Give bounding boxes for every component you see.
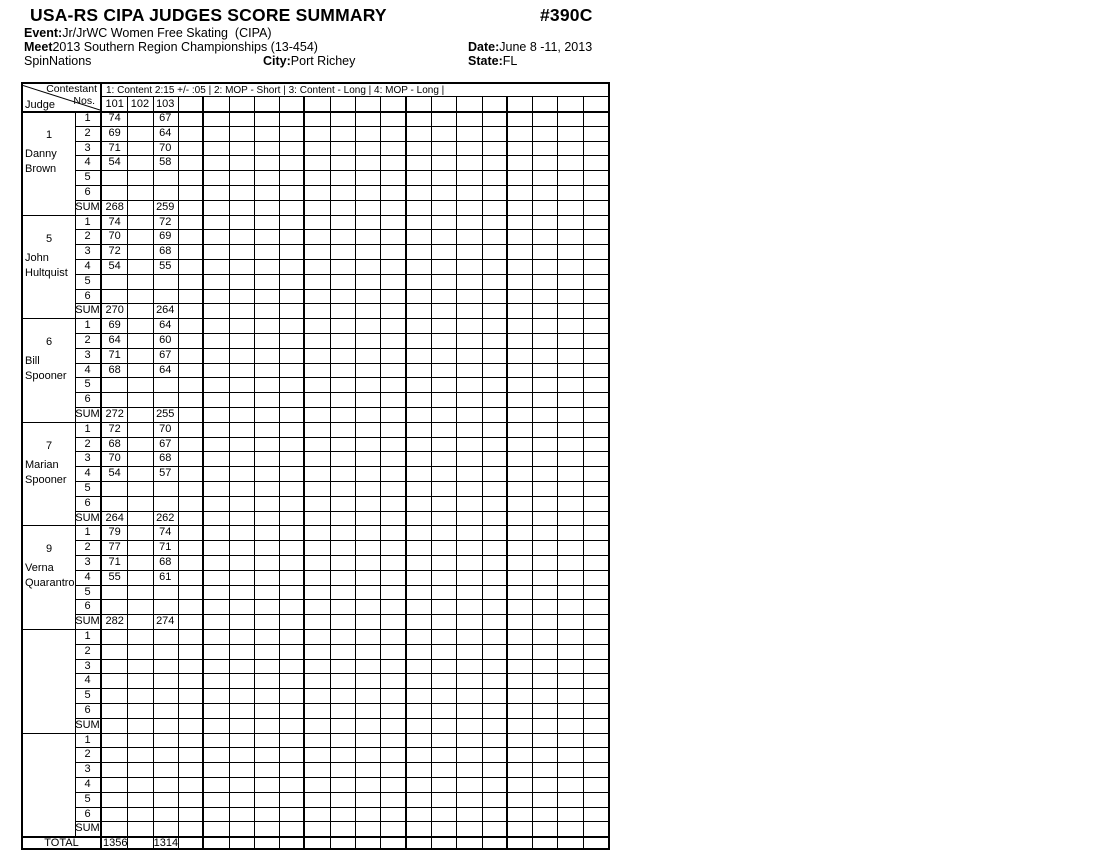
score-cell: 68 (159, 245, 172, 258)
score-cell: 74 (159, 526, 172, 539)
grid-hline (75, 496, 608, 497)
judge-number: 7 (45, 439, 53, 452)
doc-number: #390C (540, 5, 593, 25)
sum-row-label: SUM (75, 822, 100, 835)
row-label: 1 (84, 630, 91, 642)
row-label: 5 (84, 482, 91, 494)
score-table (21, 82, 610, 850)
grid-hline (75, 777, 608, 778)
score-cell: 64 (159, 363, 172, 376)
grid-hline (75, 481, 608, 482)
score-cell: 74 (108, 215, 121, 228)
score-cell: 58 (159, 156, 172, 169)
grid-vline (557, 96, 558, 848)
total-label: TOTAL (44, 837, 79, 850)
judge-name-line: Marian (25, 458, 59, 471)
row-label: 3 (84, 245, 91, 258)
grid-vline (355, 96, 356, 848)
judge-name-line: Verna (25, 562, 54, 575)
grid-hline (23, 733, 608, 734)
judge-name-line: Spooner (25, 473, 67, 486)
sum-row-label: SUM (75, 408, 100, 420)
score-cell: 72 (108, 245, 121, 258)
score-cell: 71 (108, 556, 121, 568)
score-cell: 64 (108, 334, 121, 346)
grid-hline (75, 289, 608, 290)
row-label: 6 (84, 704, 91, 716)
grid-hline (23, 629, 608, 630)
contestant-number-cell: 101 (105, 98, 124, 110)
score-cell: 72 (108, 422, 121, 435)
contestant-number-cell: 103 (156, 98, 175, 110)
row-label: 1 (84, 112, 91, 124)
corner-judge-label: Judge (25, 99, 55, 111)
meet-value: 2013 Southern Region Championships (13-454) (52, 40, 318, 54)
row-label: 4 (84, 570, 91, 583)
score-cell: 259 (156, 200, 175, 213)
grid-vline (330, 96, 331, 848)
contestant-number-cell: 102 (130, 98, 150, 110)
row-label: 6 (84, 186, 91, 198)
grid-vline-thick (405, 96, 407, 848)
sum-row-label: SUM (75, 511, 100, 524)
score-cell: 70 (159, 422, 172, 435)
sum-row-label: SUM (75, 304, 100, 317)
score-cell: 68 (108, 437, 121, 450)
score-cell: 57 (159, 467, 172, 480)
row-label: 2 (84, 437, 91, 450)
judge-name-line: Bill (25, 355, 40, 368)
score-cell: 255 (156, 408, 175, 420)
grid-hline (75, 659, 608, 660)
score-cell: 61 (159, 570, 172, 583)
row-label: 3 (84, 659, 91, 672)
score-cell: 268 (105, 200, 124, 213)
score-cell: 71 (159, 541, 172, 554)
score-cell: 64 (159, 126, 172, 139)
score-cell: 72 (159, 215, 172, 228)
grid-hline (75, 673, 608, 674)
grid-vline (127, 96, 128, 848)
judge-name-line: Hultquist (25, 266, 68, 279)
corner-nos-label: Nos. (73, 95, 95, 107)
grid-vline (279, 96, 280, 848)
corner-header-cell (23, 84, 100, 111)
score-cell: 77 (108, 541, 121, 554)
grid-vline (583, 96, 584, 848)
row-label: 5 (84, 585, 91, 598)
row-label: 1 (84, 733, 91, 746)
club-line (24, 54, 91, 68)
grid-vline-thick (303, 96, 305, 848)
event-line (24, 26, 272, 40)
grid-hline (75, 807, 608, 808)
row-label: 2 (84, 541, 91, 554)
score-cell: 70 (108, 452, 121, 465)
state-value: FL (502, 54, 518, 68)
score-cell: 69 (159, 230, 172, 243)
grid-vline-thick (202, 96, 204, 848)
row-label: 5 (84, 689, 91, 702)
row-label: 4 (84, 467, 91, 480)
score-cell: 54 (108, 467, 121, 480)
score-cell: 71 (108, 348, 121, 361)
score-cell: 69 (108, 319, 121, 332)
grid-hline (75, 274, 608, 275)
row-label: 2 (84, 126, 91, 139)
judge-name-line: Spooner (25, 370, 67, 383)
row-label: 3 (84, 348, 91, 361)
row-label: 2 (84, 644, 91, 657)
row-label: 4 (84, 363, 91, 376)
score-cell: 67 (159, 348, 172, 361)
score-cell: 274 (156, 615, 175, 628)
score-cell: 69 (108, 126, 121, 139)
row-label: 6 (84, 807, 91, 820)
grid-hline (75, 747, 608, 748)
meet-label: Meet (24, 40, 53, 54)
date-label: Date: (468, 40, 500, 54)
grid-hline (75, 703, 608, 704)
score-cell: 71 (108, 141, 121, 154)
score-cell: 54 (108, 260, 121, 272)
state-label: State: (468, 54, 503, 68)
score-cell: 67 (159, 437, 172, 450)
grid-vline (482, 96, 483, 848)
row-label: 6 (84, 496, 91, 509)
grid-vline (532, 96, 533, 848)
judge-number: 1 (45, 129, 53, 141)
score-cell: 262 (156, 511, 175, 524)
sum-row-label: SUM (75, 200, 100, 213)
score-cell: 55 (159, 260, 172, 272)
score-cell: 64 (159, 319, 172, 332)
row-label: 6 (84, 289, 91, 302)
row-label: 1 (84, 215, 91, 228)
row-label: 6 (84, 393, 91, 406)
row-label: 3 (84, 763, 91, 776)
grid-vline (178, 96, 179, 848)
score-cell: 54 (108, 156, 121, 169)
row-label: 3 (84, 141, 91, 154)
row-label: 4 (84, 260, 91, 272)
score-cell: 70 (108, 230, 121, 243)
row-label: 2 (84, 748, 91, 761)
score-cell: 55 (108, 570, 121, 583)
row-label: 1 (84, 319, 91, 332)
sum-row-label: SUM (75, 615, 100, 628)
city-line (263, 54, 355, 68)
judge-name-line: Quarantro (25, 577, 75, 590)
grid-hline (75, 821, 608, 822)
state-line (468, 54, 517, 68)
judge-number: 6 (45, 336, 53, 349)
row-label: 1 (84, 526, 91, 539)
row-label: 5 (84, 274, 91, 287)
judge-name-line: John (25, 251, 49, 264)
row-label: 4 (84, 674, 91, 687)
judge-name-line: Brown (25, 163, 57, 175)
city-label: City: (263, 54, 291, 68)
grid-hline (75, 688, 608, 689)
judge-number: 5 (45, 232, 53, 245)
score-cell: 70 (159, 141, 172, 154)
total-value-cell: 1356 (103, 837, 128, 850)
row-label: 4 (84, 156, 91, 169)
grid-hline (75, 792, 608, 793)
row-label: 4 (84, 778, 91, 790)
grid-hline (75, 377, 608, 378)
score-cell: 282 (105, 615, 124, 628)
grid-vline (431, 96, 432, 848)
grid-hline (75, 585, 608, 586)
total-value-cell: 1314 (153, 837, 179, 850)
city-value: Port Richey (290, 54, 356, 68)
club-value: SpinNations (24, 54, 92, 68)
score-cell: 60 (159, 334, 172, 346)
grid-hline (75, 170, 608, 171)
row-label: 2 (84, 334, 91, 346)
judge-number: 9 (45, 543, 53, 556)
score-cell: 272 (105, 408, 124, 420)
row-label: 5 (84, 378, 91, 391)
grid-hline (75, 392, 608, 393)
grid-hline (75, 762, 608, 763)
score-cell: 67 (159, 112, 172, 124)
event-value: Jr/JrWC Women Free Skating (CIPA) (62, 26, 272, 40)
grid-hline (75, 644, 608, 645)
row-label: 3 (84, 452, 91, 465)
date-line (468, 40, 592, 54)
score-cell: 270 (105, 304, 124, 317)
score-cell: 264 (105, 511, 124, 524)
score-cell: 264 (156, 304, 175, 317)
judge-name-line: Danny (25, 148, 57, 160)
grid-vline (254, 96, 255, 848)
score-grid (23, 84, 608, 848)
score-cell: 74 (108, 112, 121, 124)
meet-line (24, 40, 318, 54)
row-label: 5 (84, 171, 91, 184)
grid-hline (75, 599, 608, 600)
date-value: June 8 -11, 2013 (499, 40, 593, 54)
program-header: 1: Content 2:15 +/- :05 | 2: MOP - Short | 3: Content - Long | 4: MOP - Long | (106, 85, 445, 96)
score-cell: 68 (159, 556, 172, 568)
row-label: 5 (84, 792, 91, 805)
grid-vline (456, 96, 457, 848)
grid-vline (229, 96, 230, 848)
corner-contestant-label: Contestant (46, 83, 97, 95)
event-label: Event: (24, 26, 63, 40)
grid-hline (75, 185, 608, 186)
sum-row-label: SUM (75, 718, 100, 731)
row-label: 3 (84, 556, 91, 568)
score-cell: 79 (108, 526, 121, 539)
grid-vline (380, 96, 381, 848)
row-label: 1 (84, 422, 91, 435)
page-title: USA-RS CIPA JUDGES SCORE SUMMARY (30, 5, 387, 25)
row-label: 2 (84, 230, 91, 243)
grid-vline-thick (506, 96, 508, 848)
row-label: 6 (84, 600, 91, 613)
score-cell: 68 (108, 363, 121, 376)
grid-hline (75, 718, 608, 719)
score-cell: 68 (159, 452, 172, 465)
